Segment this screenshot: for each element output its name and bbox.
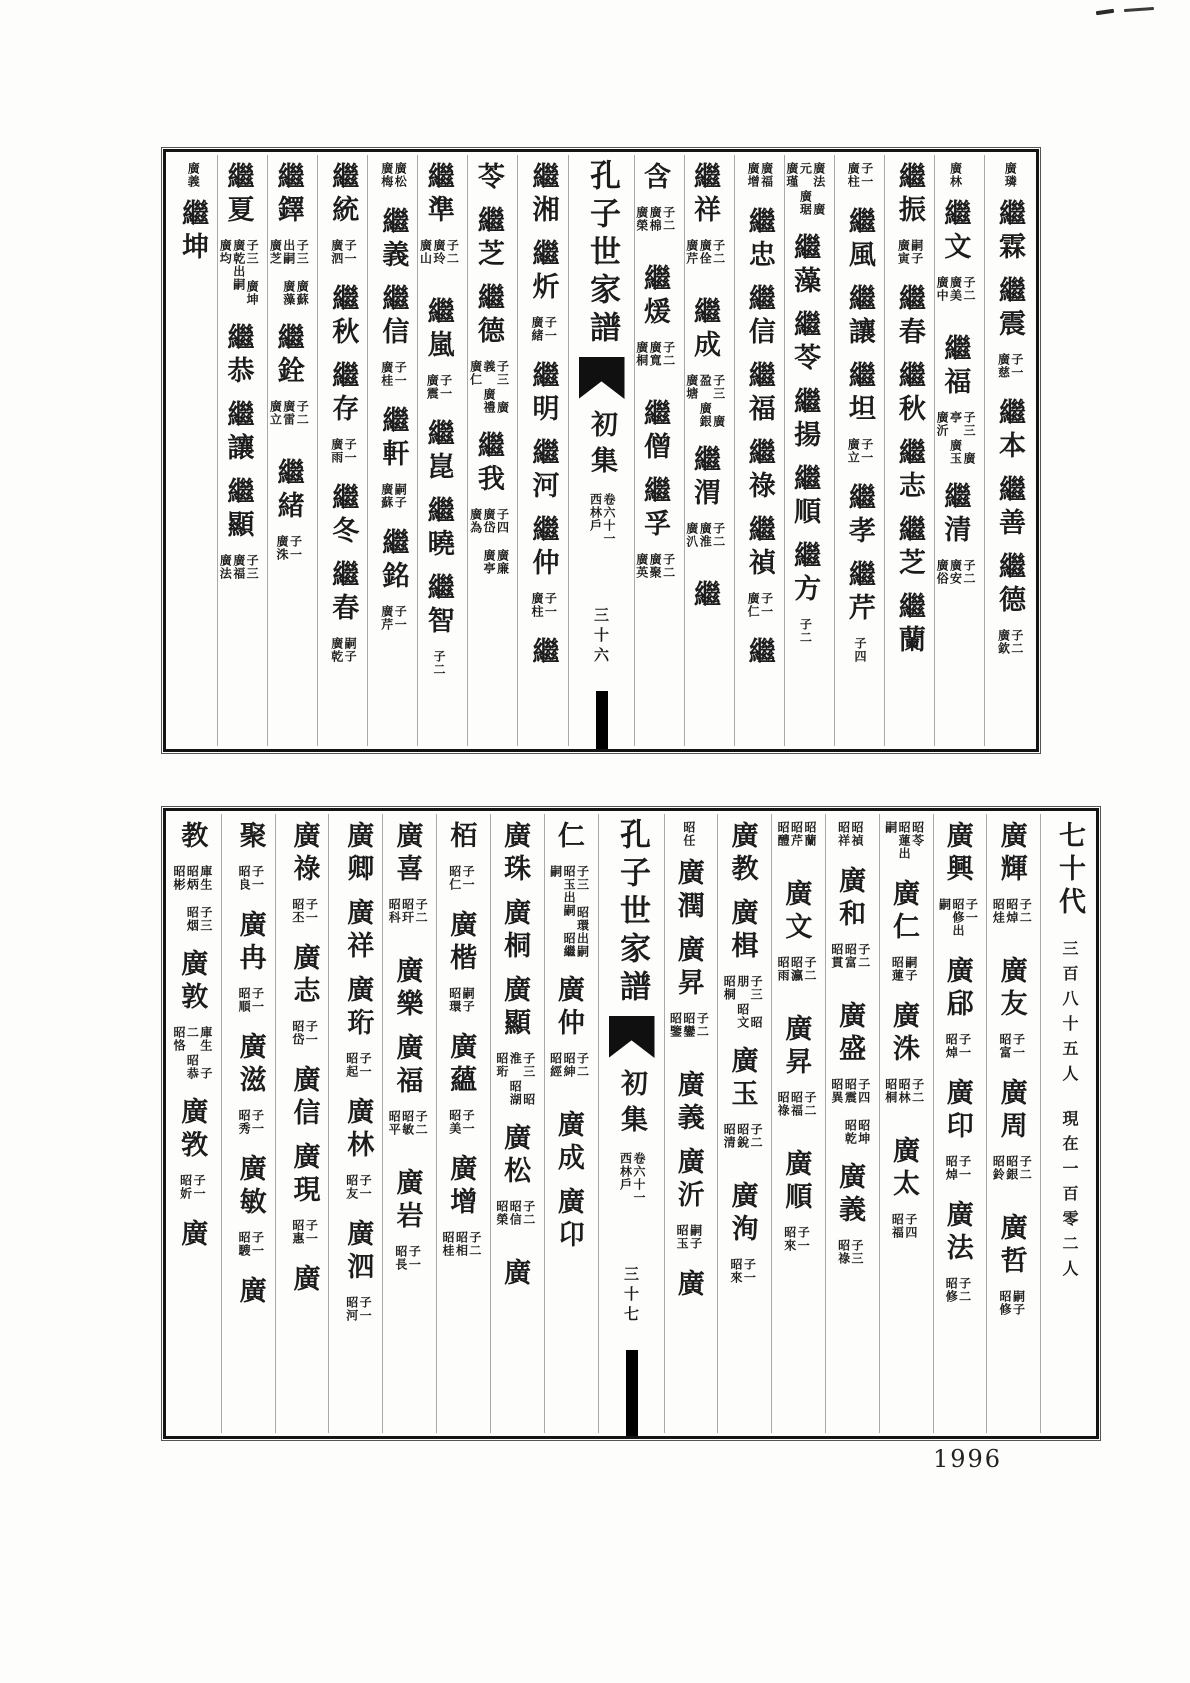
annotation-small: 子三 昭環出嗣 昭玉出嗣 昭繼嗣 [548, 865, 590, 958]
collection-label: 初集 [616, 1069, 647, 1141]
name-large: 繼秋 [893, 361, 925, 427]
genealogy-column [545, 814, 599, 1433]
annotation-small: 子一 昭長 [393, 1245, 422, 1271]
name-large: 廣卬 [552, 1187, 584, 1253]
upper-page-frame [163, 149, 1039, 752]
name-large: 廣盛 [834, 1001, 866, 1067]
name-large: 繼河 [527, 438, 559, 504]
summary-count-text: 現在一百零二人 [1059, 1110, 1079, 1285]
annotation-small: 子三 廣義 廣禮 廣仁 [468, 360, 510, 414]
name-large: 廣印 [941, 1078, 973, 1144]
annotation-small: 子一 廣雨 [329, 438, 358, 464]
name-large: 繼讓 [222, 400, 254, 466]
name-large: 繼僧 [638, 399, 670, 465]
annotation-small: 子四 廣廉 廣岱 廣亭 廣為 [468, 508, 510, 575]
annotation-small: 子二 廣雷 廣立 [268, 400, 310, 426]
name-large: 廣 [499, 1258, 531, 1291]
name-large: 廣 [288, 1264, 320, 1297]
annotation-small: 子一 昭修出嗣 [937, 898, 979, 937]
annotation-small: 嗣子 廣蘇 [379, 483, 408, 509]
name-large: 廣太 [887, 1136, 919, 1202]
annotation-small: 子一 昭良 [237, 865, 265, 891]
name-large: 廣祿 [288, 821, 320, 887]
name-large: 繼準 [422, 162, 454, 228]
name-large: 繼文 [939, 199, 971, 265]
name-large: 繼風 [843, 207, 875, 273]
name-large: 繼存 [327, 361, 359, 427]
annotation-small: 子一 昭來 [782, 1226, 811, 1252]
name-large: 繼苓 [789, 310, 821, 376]
name-large: 繼秋 [327, 284, 359, 350]
genealogy-column [935, 155, 985, 746]
annotation-small: 子二 [431, 650, 446, 676]
annotation-small: 子一 廣震 [425, 374, 453, 400]
name-large: 廣志 [288, 943, 320, 1009]
annotation-small: 庫生 子三 昭炳 昭烟 昭彬 [171, 865, 213, 932]
name-large: 繼德 [994, 552, 1025, 618]
name-large: 繼藻 [789, 233, 821, 299]
name-large: 繼緒 [272, 458, 304, 524]
name-large: 繼清 [939, 482, 971, 548]
genealogy-column [985, 155, 1034, 746]
annotation-small: 子一 昭富 [998, 1033, 1026, 1059]
annotation-small: 子二 廣佺 廣芹 [684, 239, 726, 265]
annotation-small: 子一 昭岱 [290, 1020, 319, 1046]
name-large: 繼 [743, 637, 775, 670]
name-large: 廣松 [499, 1123, 531, 1189]
annotation-small: 子二 昭鑾 昭鑒 [668, 1012, 710, 1038]
name-large: 繼煖 [638, 264, 670, 330]
annotation-small: 子三 廣盈 廣銀 廣塘 [684, 374, 726, 428]
annotation-small: 子二 昭敏 昭平 [387, 1110, 429, 1136]
annotation-small: 子一 廣桂 [379, 361, 408, 387]
annotation-small: 廣林 [948, 162, 963, 188]
name-large: 教 [176, 821, 208, 854]
name-large: 廣樂 [391, 956, 423, 1022]
annotation-small: 子二 廣欽 [996, 629, 1024, 655]
name-large: 繼孚 [638, 476, 670, 542]
annotation-small: 子四 昭福 [890, 1213, 918, 1239]
annotation-small: 子一 昭河 [344, 1296, 373, 1322]
name-large: 廣楫 [726, 898, 758, 964]
name-large: 廣卿 [342, 821, 374, 887]
genealogy-column [880, 814, 934, 1433]
genealogy-column [518, 155, 568, 746]
name-large: 繼讓 [843, 284, 875, 350]
genealogy-column [418, 155, 468, 746]
annotation-small: 子一 廣慈 [996, 353, 1024, 379]
name-large: 廣周 [995, 1078, 1027, 1144]
center-title-column [599, 814, 665, 1433]
annotation-small: 廣義 [186, 162, 201, 188]
name-large: 繼智 [422, 573, 454, 639]
folio-number: 三十六 [592, 607, 610, 667]
name-large: 繼鐸 [272, 162, 304, 228]
annotation-small: 子二 廣淮 廣汃 [684, 522, 726, 548]
annotation-small: 昭任 [681, 821, 696, 847]
annotation-small: 子一 昭起 [344, 1052, 373, 1078]
name-large: 廣成 [552, 1110, 584, 1176]
genealogy-column [222, 814, 276, 1433]
name-large: 含 [638, 162, 670, 195]
name-large: 繼忠 [743, 207, 775, 273]
name-large: 繼曉 [422, 496, 454, 562]
annotation-small: 子一 廣緒 [529, 316, 558, 342]
annotation-small: 子一 廣仁 [746, 592, 774, 618]
name-large: 繼霖 [994, 199, 1025, 265]
name-large: 廣福 [391, 1033, 423, 1099]
annotation-small: 子一 廣立 [846, 438, 874, 464]
scan-artifact [1124, 7, 1154, 12]
name-large: 繼軒 [377, 406, 409, 472]
name-large: 繼春 [893, 284, 925, 350]
scan-artifact [1096, 9, 1114, 15]
annotation-small: 庫生 子二 昭恭 昭恪 [171, 1026, 213, 1080]
name-large: 繼坦 [843, 361, 875, 427]
annotation-small: 昭苓 昭蓮出嗣 [883, 821, 925, 860]
book-title: 孔子世家譜 [584, 159, 620, 349]
annotation-small: 子一 廣柱 [846, 162, 874, 188]
annotation-small: 子一 昭順 [237, 987, 265, 1013]
annotation-small: 子二 昭相 昭桂 [441, 1231, 482, 1257]
annotation-small: 子一 廣洙 [275, 535, 303, 561]
annotation-small: 子四 昭坤 昭震 昭乾 昭異 [829, 1078, 871, 1145]
genealogy-column [826, 814, 880, 1433]
generation-summary-column [1041, 814, 1094, 1433]
name-large: 繼我 [472, 431, 504, 497]
annotation-small: 子一 昭焯 [944, 1033, 972, 1059]
name-large: 廣珠 [499, 821, 531, 887]
genealogy-column [665, 814, 719, 1433]
genealogy-column [491, 814, 545, 1433]
annotation-small: 子二 昭焯 昭烓 [991, 898, 1033, 924]
name-large: 廣敩 [176, 1097, 208, 1163]
name-large: 廣昇 [672, 935, 704, 1001]
name-large: 廣順 [780, 1149, 812, 1215]
book-title: 孔子世家譜 [614, 818, 650, 1008]
name-large: 繼 [689, 580, 720, 613]
annotation-small: 廣松 廣梅 [379, 162, 408, 188]
annotation-small: 子三 廣福 廣法 [218, 554, 260, 580]
annotation-small: 嗣子 昭玉 [675, 1224, 703, 1250]
name-large: 廣林 [342, 1097, 374, 1163]
name-large: 廣 [176, 1219, 208, 1252]
name-large: 廣義 [672, 1070, 704, 1136]
name-large: 廣郈 [941, 956, 973, 1022]
name-large: 廣楷 [445, 910, 477, 976]
name-large: 繼銓 [272, 323, 304, 389]
fishtail-ribbon-mark [579, 357, 625, 399]
summary-count-text: 三百八十五人 [1059, 940, 1079, 1090]
genealogy-column [785, 155, 835, 746]
genealogy-column [735, 155, 785, 746]
name-large: 廣哲 [995, 1213, 1027, 1279]
name-large: 廣義 [834, 1162, 866, 1228]
genealogy-column [885, 155, 935, 746]
name-large: 繼本 [994, 398, 1025, 464]
genealogy-column [218, 155, 268, 746]
name-large: 廣洵 [726, 1181, 758, 1247]
annotation-small: 子二 昭富 昭貫 [829, 943, 871, 969]
annotation-small: 子三 昭祿 [836, 1239, 865, 1265]
genealogy-column [772, 814, 826, 1433]
name-large: 繼坤 [177, 199, 209, 265]
name-large: 廣昇 [780, 1014, 812, 1080]
name-large: 繼冬 [327, 483, 359, 549]
annotation-small: 子二 昭信 昭榮 [494, 1200, 536, 1226]
annotation-small: 子二 昭福 昭祿 [776, 1091, 817, 1117]
name-large: 廣敦 [176, 949, 208, 1015]
center-fold-bar [626, 1350, 638, 1439]
genealogy-column [437, 814, 491, 1433]
name-large: 繼祿 [743, 438, 775, 504]
annotation-small: 子二 昭林 昭桐 [883, 1078, 925, 1104]
genealogy-column [835, 155, 885, 746]
name-large: 苓 [472, 162, 504, 195]
annotation-small: 嗣子 廣寅 [896, 239, 924, 265]
name-large: 廣 [234, 1276, 266, 1309]
name-large: 繼顯 [222, 477, 254, 543]
volume-household-label: 卷六十一 西林戶 [618, 1152, 646, 1204]
name-large: 繼信 [743, 284, 775, 350]
name-large: 廣 [672, 1269, 704, 1302]
name-large: 繼芝 [893, 515, 925, 581]
annotation-small: 子二 廣聚 廣英 [634, 553, 676, 579]
name-large: 廣冉 [234, 910, 266, 976]
name-large: 繼祥 [689, 162, 720, 228]
annotation-small: 子三 廣坤 廣乾出嗣 廣均 [218, 239, 260, 306]
name-large: 廣和 [834, 866, 866, 932]
genealogy-column [685, 155, 735, 746]
annotation-small: 廣法 廣元 廣琚 廣瑾 [784, 162, 826, 216]
genealogy-column [276, 814, 330, 1433]
annotation-small: 子一 廣泗 [329, 239, 358, 265]
name-large: 繼孝 [843, 483, 875, 549]
annotation-small: 子二 [798, 618, 813, 644]
name-large: 繼蘭 [893, 592, 925, 658]
name-large: 繼仲 [527, 515, 559, 581]
annotation-small: 子三 廣亭 廣玉 廣沂 [935, 411, 976, 465]
genealogy-column [168, 155, 218, 746]
annotation-small: 子三 昭朋 昭文 昭桐 [722, 975, 764, 1029]
name-large: 廣仲 [552, 975, 584, 1041]
name-large: 繼順 [789, 464, 821, 530]
genealogy-column [318, 155, 368, 746]
genealogy-column [468, 155, 518, 746]
annotation-small: 子二 廣安 廣俗 [935, 559, 976, 585]
genealogy-column [168, 814, 222, 1433]
annotation-small: 子一 昭惠 [290, 1219, 319, 1245]
name-large: 繼德 [472, 283, 504, 349]
name-large: 廣泗 [342, 1219, 374, 1285]
annotation-small: 子一 昭妡 [178, 1174, 207, 1200]
name-large: 繼湘 [527, 162, 559, 228]
collection-label: 初集 [586, 410, 617, 482]
name-large: 繼春 [327, 560, 359, 626]
genealogy-column [635, 155, 685, 746]
annotation-small: 子一 昭友 [344, 1174, 373, 1200]
name-large: 繼志 [893, 438, 925, 504]
name-large: 繼芝 [472, 206, 504, 272]
name-large: 廣法 [941, 1200, 973, 1266]
genealogy-column [329, 814, 383, 1433]
name-large: 七十代 [1054, 821, 1085, 920]
name-large: 繼恭 [222, 323, 254, 389]
annotation-small: 子二 廣玲 廣山 [418, 239, 460, 265]
annotation-small: 子四 [853, 637, 867, 663]
annotation-small: 昭禎 昭祥 [836, 821, 865, 847]
name-large: 繼福 [939, 334, 971, 400]
name-large: 廣敏 [234, 1154, 266, 1220]
center-title-column [569, 155, 635, 746]
folio-number: 三十七 [622, 1266, 640, 1326]
annotation-small: 嗣子 廣乾 [329, 637, 358, 663]
name-large: 繼揚 [789, 387, 821, 453]
name-large: 繼炘 [527, 239, 559, 305]
name-large: 廣友 [995, 956, 1027, 1022]
name-large: 繼崑 [422, 419, 454, 485]
annotation-small: 子二 昭銳 昭清 [722, 1123, 764, 1149]
name-large: 繼震 [994, 276, 1025, 342]
annotation-small: 子一 昭美 [447, 1109, 476, 1135]
name-large: 繼 [527, 637, 559, 670]
name-large: 繼信 [377, 284, 409, 350]
name-large: 繼銘 [377, 528, 409, 594]
name-large: 廣文 [780, 879, 812, 945]
name-large: 仁 [552, 821, 584, 854]
volume-household-label: 卷六十一 西林戶 [588, 493, 616, 545]
genealogy-column [934, 814, 988, 1433]
name-large: 廣教 [726, 821, 758, 887]
genealogy-column [368, 155, 418, 746]
lower-page-frame [163, 808, 1099, 1439]
annotation-small: 廣璘 [1003, 162, 1018, 188]
name-large: 聚 [234, 821, 266, 854]
name-large: 廣顯 [499, 975, 531, 1041]
annotation-small: 子一 廣芹 [379, 605, 408, 631]
name-large: 廣珩 [342, 975, 374, 1041]
name-large: 廣增 [445, 1154, 477, 1220]
annotation-small: 子二 昭玕 昭科 [387, 898, 429, 924]
name-large: 繼成 [689, 297, 720, 363]
name-large: 繼芹 [843, 560, 875, 626]
name-large: 繼福 [743, 361, 775, 427]
name-large: 廣信 [288, 1065, 320, 1131]
annotation-small: 子二 昭紳 昭經 [548, 1052, 590, 1078]
name-large: 廣仁 [887, 879, 919, 945]
printed-page-number: 1996 [933, 1445, 1003, 1473]
name-large: 廣滋 [234, 1032, 266, 1098]
name-large: 廣潤 [672, 858, 704, 924]
annotation-small: 廣福 廣增 [746, 162, 774, 188]
name-large: 繼明 [527, 361, 559, 427]
name-large: 廣現 [288, 1142, 320, 1208]
annotation-small: 子二 廣棉 廣榮 [634, 206, 676, 232]
annotation-small: 昭蘭 昭芹 昭醴 [776, 821, 817, 847]
annotation-small: 子一 昭秀 [237, 1109, 265, 1135]
annotation-small: 子一 昭騪 [237, 1231, 265, 1257]
name-large: 繼禎 [743, 515, 775, 581]
name-large: 繼善 [994, 475, 1025, 541]
name-large: 繼義 [377, 207, 409, 273]
annotation-small: 嗣子 昭修 [998, 1290, 1026, 1316]
annotation-small: 嗣子 昭環 [447, 987, 476, 1013]
name-large: 繼嵐 [422, 297, 454, 363]
annotation-small: 子二 昭修 [944, 1277, 972, 1303]
name-large: 繼統 [327, 162, 359, 228]
name-large: 繼振 [893, 162, 925, 228]
annotation-small: 子三 昭淮 昭湖 昭珩 [494, 1052, 536, 1106]
name-large: 廣興 [941, 821, 973, 887]
annotation-small: 子二 昭銀 昭鈴 [991, 1155, 1033, 1181]
name-large: 繼夏 [222, 162, 254, 228]
name-large: 廣桐 [499, 898, 531, 964]
name-large: 廣輝 [995, 821, 1027, 887]
name-large: 繼方 [789, 541, 821, 607]
center-fold-bar [596, 691, 608, 752]
genealogy-column [383, 814, 437, 1433]
name-large: 廣岩 [391, 1168, 423, 1234]
annotation-small: 子二 昭瀛 昭雨 [776, 956, 817, 982]
annotation-small: 子二 廣寬 廣桐 [634, 341, 676, 367]
annotation-small: 子二 廣美 廣中 [935, 276, 976, 302]
genealogy-column [718, 814, 772, 1433]
annotation-small: 子一 昭仁 [447, 865, 476, 891]
name-large: 廣玉 [726, 1046, 758, 1112]
name-large: 廣蘊 [445, 1032, 477, 1098]
name-large: 廣沂 [672, 1147, 704, 1213]
name-large: 繼渭 [689, 445, 720, 511]
name-large: 栢 [445, 821, 477, 854]
annotation-small: 子一 昭焯 [944, 1155, 972, 1181]
annotation-small: 子一 昭來 [728, 1258, 757, 1284]
name-large: 廣喜 [391, 821, 423, 887]
annotation-small: 子一 昭丕 [290, 898, 319, 924]
name-large: 廣洙 [887, 1001, 919, 1067]
genealogy-column [268, 155, 318, 746]
annotation-small: 嗣子 昭蓮 [890, 956, 918, 982]
name-large: 廣祥 [342, 898, 374, 964]
annotation-small: 子三 廣蘇出嗣 廣藻 廣芝 [268, 239, 310, 306]
genealogy-column [987, 814, 1041, 1433]
fishtail-ribbon-mark [609, 1016, 655, 1058]
annotation-small: 子一 廣柱 [529, 592, 558, 618]
